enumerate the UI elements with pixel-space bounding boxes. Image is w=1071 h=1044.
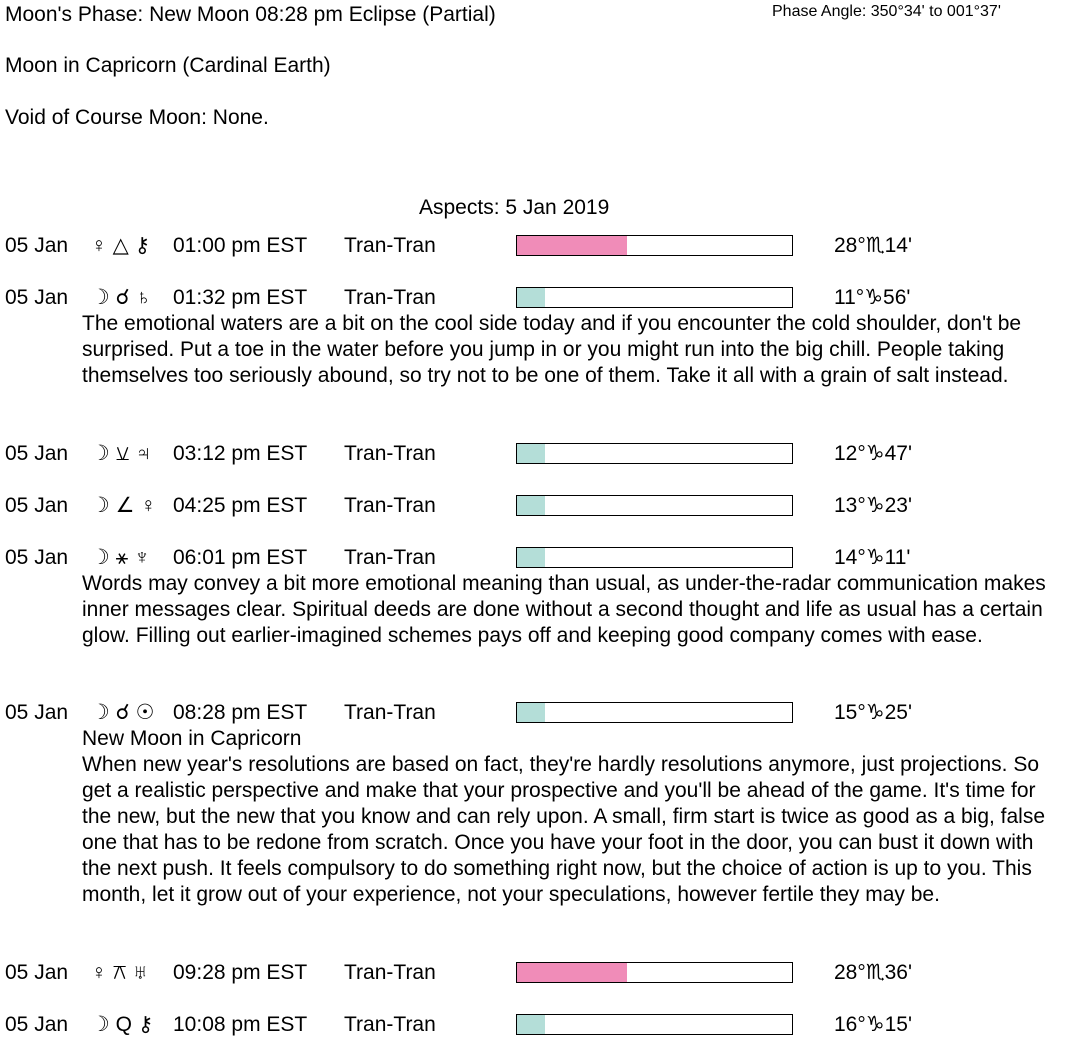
phase-angle: Phase Angle: 350°34' to 001°37' [772, 3, 1001, 20]
aspect-date: 05 Jan [5, 961, 69, 984]
new-moon-title: New Moon in Capricorn [82, 727, 302, 750]
aspect-date: 05 Jan [5, 442, 69, 465]
description-text: The emotional waters are a bit on the cool side today and if you encounter the cold shoulder, don't be surprised. Put a toe in the water before you jump in or you might run into the big chill. People taking themselves too seriously abound, so try not to be one of them. Take it all with a grain of salt instead. [82, 312, 1022, 387]
intensity-bar-fill [517, 703, 545, 722]
intensity-bar-fill [517, 963, 627, 982]
aspect-type: Tran-Tran [344, 442, 436, 465]
aspect-position: 12°♑47' [834, 442, 912, 465]
aspect-glyphs: ☽ ☌ ♄ [91, 286, 152, 309]
aspect-glyphs: ☽ ⚺ ♃ [91, 442, 152, 465]
aspect-date: 05 Jan [5, 1013, 69, 1036]
aspect-description [82, 571, 1067, 649]
aspect-position: 13°♑23' [834, 494, 912, 517]
aspect-date: 05 Jan [5, 286, 69, 309]
description-text: Words may convey a bit more emotional meaning than usual, as under-the-radar communication makes inner messages clear. Spiritual deeds are done without a second thought and life as usual has a certain glow. Filling out earlier-imagined schemes pays off and keeping good company comes with ease. [82, 572, 1046, 647]
aspect-type: Tran-Tran [344, 234, 436, 257]
intensity-bar [516, 962, 793, 983]
aspect-type: Tran-Tran [344, 1013, 436, 1036]
aspect-time: 04:25 pm EST [173, 494, 308, 517]
description-text: When new year's resolutions are based on fact, they're hardly resolutions anymore, just projections. So get a realistic perspective and make that your prospective and you'll be ahead of the game. It's time for the new, but the new that you know and can rely upon. A small, firm start is twice as good as a big, false one that has to be redone from scratch. Once you have your foot in the door, you can bust it down with the next push. It feels compulsory to do something right now, but the choice of action is up to you. This month, let it grow out of your experience, not your speculations, however fertile they may be. [82, 753, 1046, 906]
aspect-glyphs: ☽ ☌ ☉ [91, 701, 155, 724]
aspect-time: 08:28 pm EST [173, 701, 308, 724]
aspect-row [0, 441, 1071, 467]
aspects-title: Aspects: 5 Jan 2019 [419, 196, 610, 219]
aspect-row [0, 285, 1071, 311]
aspect-type: Tran-Tran [344, 546, 436, 569]
intensity-bar-fill [517, 288, 545, 307]
aspect-position: 28°♏14' [834, 234, 912, 257]
aspect-date: 05 Jan [5, 494, 69, 517]
aspect-time: 09:28 pm EST [173, 961, 308, 984]
aspect-time: 01:32 pm EST [173, 286, 308, 309]
aspect-date: 05 Jan [5, 701, 69, 724]
intensity-bar [516, 702, 793, 723]
intensity-bar-fill [517, 1015, 545, 1034]
void-of-course: Void of Course Moon: None. [5, 106, 269, 129]
intensity-bar-fill [517, 548, 545, 567]
aspect-position: 16°♑15' [834, 1013, 912, 1036]
aspect-position: 11°♑56' [834, 286, 911, 309]
aspect-type: Tran-Tran [344, 961, 436, 984]
moon-sign: Moon in Capricorn (Cardinal Earth) [5, 54, 331, 77]
aspect-glyphs: ☽ Q ⚷ [91, 1013, 154, 1036]
intensity-bar-fill [517, 236, 627, 255]
aspect-position: 15°♑25' [834, 701, 912, 724]
aspect-glyphs: ☽ ⚹ ♆ [91, 546, 150, 569]
intensity-bar [516, 1014, 793, 1035]
aspect-description [82, 726, 1067, 908]
intensity-bar [516, 495, 793, 516]
aspect-type: Tran-Tran [344, 494, 436, 517]
aspect-description [82, 311, 1067, 389]
aspect-date: 05 Jan [5, 234, 69, 257]
aspect-row [0, 493, 1071, 519]
aspect-date: 05 Jan [5, 546, 69, 569]
intensity-bar-fill [517, 444, 545, 463]
aspect-row [0, 700, 1071, 726]
aspect-row [0, 233, 1071, 259]
aspect-row [0, 545, 1071, 571]
aspect-glyphs: ♀ △ ⚷ [91, 234, 150, 257]
aspect-time: 06:01 pm EST [173, 546, 308, 569]
aspect-glyphs: ♀ ⚻ ♅ [91, 961, 149, 984]
intensity-bar [516, 547, 793, 568]
intensity-bar [516, 443, 793, 464]
aspect-position: 14°♑11' [834, 546, 911, 569]
aspect-time: 01:00 pm EST [173, 234, 308, 257]
moon-phase: Moon's Phase: New Moon 08:28 pm Eclipse (Partial) [5, 3, 496, 26]
intensity-bar [516, 235, 793, 256]
aspect-time: 10:08 pm EST [173, 1013, 308, 1036]
aspect-row [0, 1012, 1071, 1038]
aspect-type: Tran-Tran [344, 701, 436, 724]
aspect-position: 28°♏36' [834, 961, 912, 984]
intensity-bar-fill [517, 496, 545, 515]
intensity-bar [516, 287, 793, 308]
aspect-glyphs: ☽ ∠ ♀ [91, 494, 157, 517]
aspect-time: 03:12 pm EST [173, 442, 308, 465]
aspect-row [0, 960, 1071, 986]
aspect-type: Tran-Tran [344, 286, 436, 309]
